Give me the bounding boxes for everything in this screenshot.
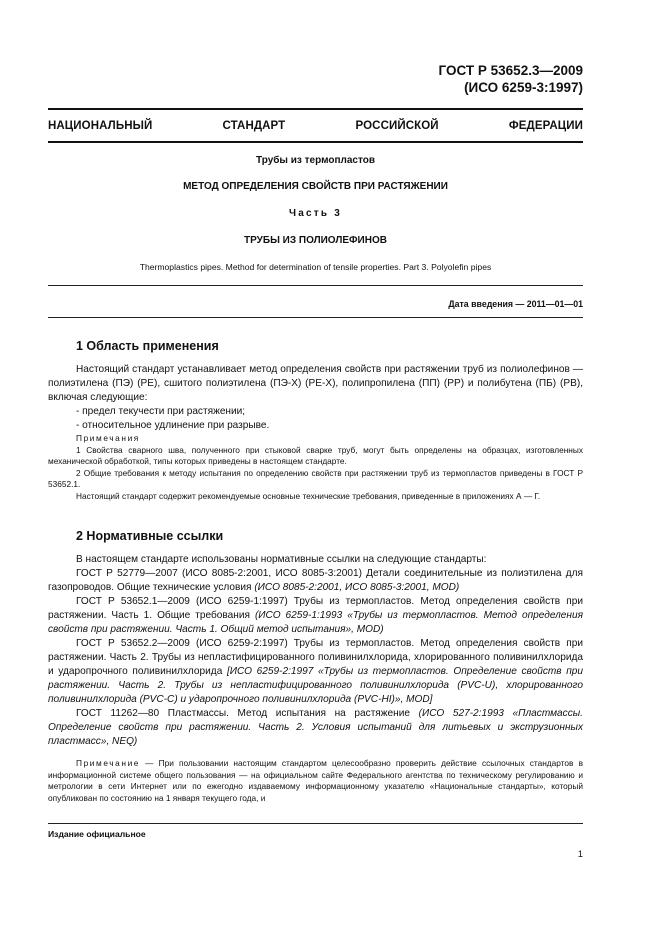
reference-3 bbox=[48, 637, 583, 707]
notes-label: Примечания bbox=[76, 433, 140, 443]
section-2-intro: В настоящем стандарте использованы нормативные ссылки на следующие стандарты: bbox=[76, 554, 487, 565]
date-rule bbox=[48, 317, 583, 318]
section-1-heading: 1 Область применения bbox=[76, 339, 219, 353]
note-1: 1 Свойства сварного шва, полученного при стыковой сварке труб, могут быть определены на образцах, изготовленных механической обработкой, типы которых приведены в настоящем стандарте. bbox=[48, 444, 583, 467]
section-2-note bbox=[48, 758, 583, 804]
section-1-paragraph: Настоящий стандарт устанавливает метод определения свойств при растяжении труб из полиолефинов — полиэтилена (ПЭ) (PE), сшитого полиэтилена (ПЭ-Х) (PE-X), полипропилена (ПП) (PP) и полибутена (ПБ) (PB), включая следующие: bbox=[48, 364, 583, 403]
note-label: Примечание bbox=[76, 758, 141, 768]
list-item: - относительное удлинение при разрыве. bbox=[76, 420, 270, 431]
reference-text: ГОСТ Р 53652.2—2009 (ИСО 6259-2:1997) Трубы из термопластов. Метод определения свойств при растяжении. Часть 2. Трубы из непластифицированного поливинилхлорида, хлорированного поливинилхлорида и ударопрочного поливинилхлорида bbox=[48, 638, 583, 677]
reference-text: ГОСТ 11262—80 Пластмассы. Метод испытания на растяжение bbox=[76, 708, 419, 719]
reference-iso: (ИСО 8085-2:2001, ИСО 8085-3:2001, MOD) bbox=[254, 582, 460, 593]
title-part: Часть 3 bbox=[289, 208, 342, 219]
banner-rule bbox=[48, 141, 583, 143]
reference-1 bbox=[48, 567, 583, 595]
date-of-introduction: Дата введения — 2011—01—01 bbox=[448, 299, 583, 309]
national-standard-banner: НАЦИОНАЛЬНЫЙ СТАНДАРТ РОССИЙСКОЙ ФЕДЕРАЦИИ bbox=[48, 120, 583, 132]
note-paragraph bbox=[48, 758, 583, 804]
reference-iso: (ИСО 6259-1:1993 «Трубы из термопластов. Метод определения свойств при растяжении. Часть 1. Общий метод испытания», MOD) bbox=[48, 610, 583, 635]
reference-iso: (ИСО 527-2:1993 «Пластмассы. Определение свойств при растяжении. Часть 2. Условия испытаний для литьевых и экструзионных пластмасс», NEQ) bbox=[48, 708, 583, 747]
english-title: Thermoplastics pipes. Method for determination of tensile properties. Part 3. Polyolefin pipes bbox=[139, 262, 492, 272]
section-1-notes bbox=[48, 433, 583, 503]
section-2-heading: 2 Нормативные ссылки bbox=[76, 529, 224, 543]
title-rule bbox=[48, 285, 583, 286]
section-2-body bbox=[48, 553, 583, 749]
reference-iso: [ИСО 6259-2:1997 «Трубы из термопластов. Определение свойств при растяжении. Часть 2. Трубы из непластифицированного поливинилхлорида (PVC-U), хлорированного поливинилхлорида (PVC-C) и ударопрочного поливинилхлорида (PVC-HI)», MOD] bbox=[48, 666, 583, 705]
title-line-3: ТРУБЫ ИЗ ПОЛИОЛЕФИНОВ bbox=[244, 235, 387, 246]
gost-designation bbox=[439, 62, 583, 96]
reference-text: ГОСТ Р 52779—2007 (ИСО 8085-2:2001, ИСО 8085-3:2001) Детали соединительные из полиэтилена для газопроводов. Общие технические условия bbox=[48, 568, 583, 593]
top-rule bbox=[48, 108, 583, 110]
note-text: — При пользовании настоящим стандартом целесообразно проверить действие ссылочных стандартов в информационной системе общего пользования — на официальном сайте Федерального агентства по техническому регулированию и метрологии в сети Интернет или по ежегодно издаваемому информационному указателю «Национальные стандарты», который опубликован по состоянию на 1 января текущего года, и bbox=[48, 758, 583, 803]
page-number: 1 bbox=[577, 849, 583, 860]
gost-number: ГОСТ Р 53652.3—2009 bbox=[438, 63, 583, 78]
reference-2 bbox=[48, 595, 583, 637]
list-item: - предел текучести при растяжении; bbox=[76, 406, 246, 417]
note-2: 2 Общие требования к методу испытания по определению свойств при растяжении труб из термопластов приведены в ГОСТ Р 53652.1. bbox=[48, 467, 583, 490]
reference-4 bbox=[48, 707, 583, 749]
title-line-2: МЕТОД ОПРЕДЕЛЕНИЯ СВОЙСТВ ПРИ РАСТЯЖЕНИИ bbox=[183, 181, 448, 192]
reference-text: ГОСТ Р 53652.1—2009 (ИСО 6259-1:1997) Трубы из термопластов. Метод определения свойств при растяжении. Часть 1. Общие требования bbox=[48, 596, 583, 621]
iso-equivalent: (ИСО 6259-3:1997) bbox=[464, 80, 583, 95]
note-3: Настоящий стандарт содержит рекомендуемые основные технические требования, приведенные в приложениях А — Г. bbox=[76, 490, 541, 501]
official-edition-label: Издание официальное bbox=[48, 829, 146, 839]
title-line-1: Трубы из термопластов bbox=[255, 155, 375, 166]
footer-rule bbox=[48, 823, 583, 824]
section-1-body bbox=[48, 363, 583, 433]
